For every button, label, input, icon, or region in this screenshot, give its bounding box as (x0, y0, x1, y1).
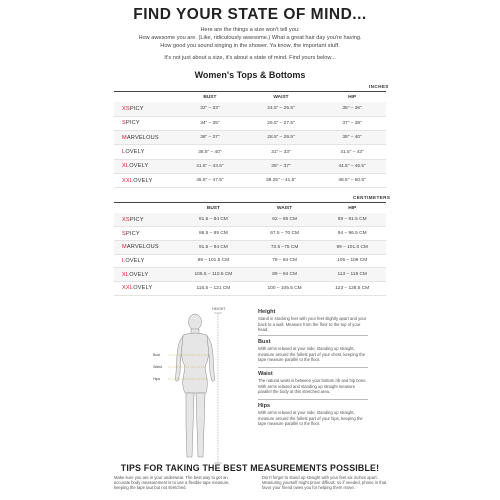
waist-value: 35" – 37" (244, 159, 318, 173)
size-name (114, 159, 176, 173)
inches-col-waist: WAIST (273, 95, 289, 100)
waist-label: Waist (153, 365, 162, 369)
section-title: Women's Tops & Bottoms (194, 70, 306, 80)
intro-text (0, 26, 500, 50)
size-name (114, 254, 176, 268)
hip-value: 123 – 128.5 CM (318, 281, 386, 295)
size-prefix: S (122, 230, 126, 237)
bust-value: 115.5 – 121 CM (176, 281, 251, 295)
waist-value: 79 – 84 CM (251, 254, 319, 268)
hip-value: 44.5" – 46.5" (318, 159, 386, 173)
table-row (114, 268, 386, 282)
hip-value: 48.5" – 50.5" (318, 173, 386, 187)
size-prefix: L (122, 257, 126, 264)
guide-bust-title: Bust (258, 339, 271, 345)
guide-height-text: Stand in stocking feet with your feet slightly apart and your back to a wall. Measure from the floor to the top of your head. (258, 316, 367, 333)
centimeters-header-row (114, 204, 386, 213)
inches-top-rule (114, 91, 386, 92)
hip-value: 94 – 96.5 CM (318, 227, 386, 241)
bust-label: Bust (153, 353, 161, 357)
page-title: FIND YOUR STATE OF MIND... (133, 6, 367, 23)
size-suffix: OVELY (129, 163, 149, 170)
table-row (114, 116, 386, 130)
inches-col-size (114, 93, 176, 102)
guide-bust (258, 340, 368, 363)
tips-left-text: Make sure you are in your underwear. The best way to get an accurate body measurement is to use a flexible tape measure, keeping the tape taut but not stretched. (114, 475, 230, 491)
centimeters-col-waist: WAIST (276, 206, 293, 211)
centimeters-unit-label: CENTIMETERS (353, 195, 391, 200)
waist-value: 28.5" – 29.5" (244, 131, 318, 145)
size-name (114, 268, 176, 282)
centimeters-top-rule (114, 202, 386, 203)
bust-value: 38.5" – 40" (176, 145, 244, 159)
inches-size-table (114, 93, 386, 188)
centimeters-col-size (114, 204, 176, 213)
height-label: HEIGHT (212, 307, 226, 311)
size-name (114, 102, 176, 116)
table-row (114, 213, 386, 227)
table-row (114, 281, 386, 295)
bust-value: 41.5" – 43.5" (176, 159, 244, 173)
table-row (114, 145, 386, 159)
guide-bust-text: With arms relaxed at your side, standing up straight, measure around the fullest part of your chest, keeping the tape measure parallel to the floor. (258, 346, 366, 363)
table-row (114, 131, 386, 145)
guide-hips-title: Hips (258, 403, 271, 409)
guide-hips-text: With arms relaxed at your side, standing up straight, measure around the fullest part of your hips, keeping the tape measure parallel to the floor. (258, 410, 363, 427)
guide-divider (258, 367, 368, 368)
centimeters-col-hip: HIP (348, 206, 357, 211)
bust-value: 36" – 37" (176, 131, 244, 145)
intro-line-1: Here are the things a size won't tell you: (200, 27, 300, 33)
size-name (114, 173, 176, 187)
size-prefix: XXL (122, 285, 134, 292)
size-prefix: M (122, 134, 127, 141)
table-row (114, 173, 386, 187)
centimeters-size-table (114, 204, 386, 296)
bust-value: 86.5 – 89 CM (176, 227, 251, 241)
waist-value: 100 – 105.5 CM (251, 281, 319, 295)
body-silhouette (176, 314, 215, 457)
guide-divider (258, 399, 368, 400)
waist-value: 31" – 33" (244, 145, 318, 159)
size-suffix: PICY (129, 216, 144, 223)
bust-value: 81.5 – 84 CM (176, 213, 251, 227)
guide-height (258, 310, 368, 333)
size-suffix: PICY (125, 120, 140, 127)
hip-value: 113 – 118 CM (318, 268, 386, 282)
bust-value: 45.5" – 47.5" (176, 173, 244, 187)
guide-hips (258, 404, 368, 427)
waist-value: 39.25" – 41.5" (244, 173, 318, 187)
hip-value: 37" – 38" (318, 116, 386, 130)
guide-height-title: Height (258, 309, 276, 315)
body-measurement-figure (150, 305, 252, 467)
size-suffix: OVELY (133, 177, 153, 184)
table-row (114, 159, 386, 173)
guide-waist-text: The natural waist is between your bottom rib and hip bone. With arms relaxed and standing up straight measure parallel the body at this stretched area. (258, 378, 367, 395)
bust-value: 32" – 33" (176, 102, 244, 116)
size-prefix: XXL (122, 177, 134, 184)
tips-right-text: Don't forget to stand up straight with your feet six inches apart. Measuring yourself might prove difficult, so if needed, phone in that favor your friend owes you for helping them move. (262, 475, 387, 491)
hip-value: 99 – 101.5 CM (318, 240, 386, 254)
size-prefix: XS (122, 216, 130, 223)
guide-waist-title: Waist (258, 371, 273, 377)
table-row (114, 254, 386, 268)
guide-divider (258, 335, 368, 336)
size-prefix: M (122, 244, 127, 251)
guide-waist (258, 372, 368, 395)
inches-header-row (114, 93, 386, 102)
hips-label: Hips (153, 377, 161, 381)
bust-value: 34" – 35" (176, 116, 244, 130)
intro-line-3: How good you sound singing in the shower. Ya know, the important stuff. (160, 43, 340, 49)
size-suffix: OVELY (125, 257, 145, 264)
size-suffix: OVELY (133, 285, 153, 292)
bust-value: 91.5 – 94 CM (176, 240, 251, 254)
intro-line-4: It's not just about a size, it's about a state of mind. Find yours below... (164, 55, 336, 61)
size-suffix: OVELY (125, 149, 145, 156)
inches-unit-label: INCHES (369, 84, 389, 89)
size-name (114, 116, 176, 130)
size-prefix: XS (122, 105, 130, 112)
size-name (114, 281, 176, 295)
size-name (114, 145, 176, 159)
size-prefix: XL (122, 271, 130, 278)
size-suffix: ARVELOUS (126, 244, 159, 251)
waist-value: 72.5 –75 CM (251, 240, 319, 254)
hip-value: 89 – 91.5 CM (318, 213, 386, 227)
hip-value: 41.5" – 43" (318, 145, 386, 159)
waist-value: 24.5" – 25.5" (244, 102, 318, 116)
size-name (114, 131, 176, 145)
table-row (114, 227, 386, 241)
size-suffix: PICY (129, 105, 144, 112)
hip-value: 39" – 40" (318, 131, 386, 145)
size-name (114, 213, 176, 227)
bust-value: 105.5 – 110.5 CM (176, 268, 251, 282)
intro-line-2: How awesome you are. (Like, ridiculously awesome.) What a great hair day you're having. (138, 35, 362, 41)
size-suffix: OVELY (129, 271, 149, 278)
size-name (114, 240, 176, 254)
table-row (114, 102, 386, 116)
waist-value: 62 – 65 CM (251, 213, 319, 227)
size-prefix: XL (122, 163, 130, 170)
inches-col-hip: HIP (348, 95, 357, 100)
waist-value: 26.5" – 27.5" (244, 116, 318, 130)
tips-title: TIPS FOR TAKING THE BEST MEASUREMENTS POSSIBLE! (120, 463, 380, 473)
inches-col-bust: BUST (203, 95, 217, 100)
size-prefix: S (122, 120, 126, 127)
size-suffix: PICY (125, 230, 140, 237)
bust-value: 98 – 101.5 CM (176, 254, 251, 268)
hip-value: 35" – 36" (318, 102, 386, 116)
hip-value: 105 – 109 CM (318, 254, 386, 268)
waist-value: 67.5 – 70 CM (251, 227, 319, 241)
centimeters-col-bust: BUST (206, 206, 220, 211)
waist-value: 89 – 94 CM (251, 268, 319, 282)
size-name (114, 227, 176, 241)
size-prefix: L (122, 149, 126, 156)
size-suffix: ARVELOUS (126, 134, 159, 141)
table-row (114, 240, 386, 254)
